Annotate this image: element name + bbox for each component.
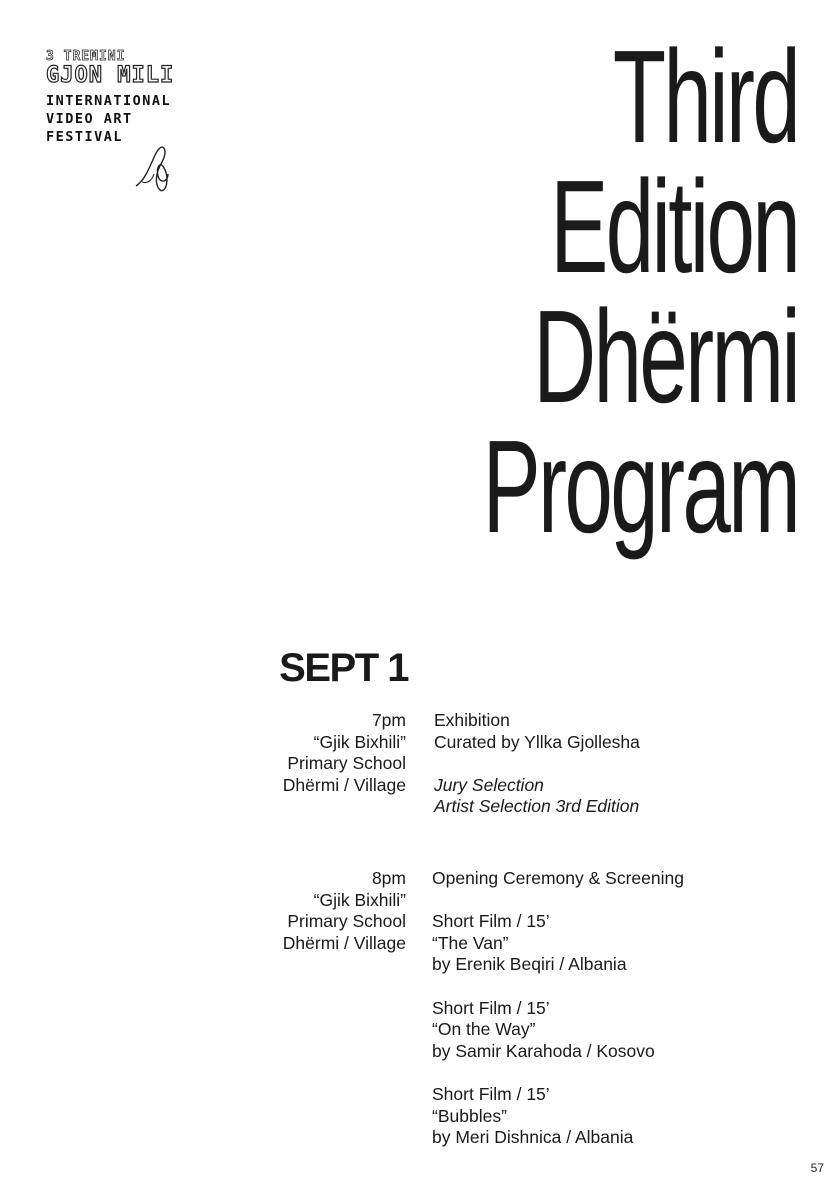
film-author: by Meri Dishnica / Albania [432,1127,634,1148]
event-time: 8pm [371,868,406,888]
logo-line: INTERNATIONAL [46,93,172,109]
film-type: Short Film / 15’ [432,1083,550,1104]
event-curator: Curated by Yllka Gjollesha [434,731,640,752]
title-line: Third [612,23,798,170]
film-title: “Bubbles” [432,1105,507,1126]
event-location [283,710,406,796]
logo-line: FESTIVAL [46,129,124,145]
event-title: Exhibition [434,710,510,730]
film-type: Short Film / 15’ [432,911,550,932]
film-title: “On the Way” [432,1019,536,1040]
venue-line: Primary School [287,911,406,932]
event-title: Opening Ceremony & Screening [432,868,684,888]
date-heading: SEPT 1 [279,646,408,690]
venue-line: Primary School [287,753,406,774]
event-details [432,868,684,1149]
title-line: Program [482,413,798,560]
venue-line: “Gjik Bixhili” [313,889,406,910]
selection-line: Jury Selection [434,774,544,795]
venue-line: Dhërmi / Village [282,774,406,795]
venue-line: Dhërmi / Village [282,932,406,953]
event-time: 7pm [371,710,406,730]
signature-scribble-icon [134,138,174,194]
film-author: by Samir Karahoda / Kosovo [432,1040,655,1061]
title-line: Edition [550,153,798,300]
logo-line: VIDEO ART [46,111,133,127]
logo-top-text: 3 TREMINI [46,49,126,64]
logo-brand: GJON MILI [46,63,175,88]
title-line: Dhërmi [533,283,798,430]
page-number: 57 [810,1161,824,1175]
venue-line: “Gjik Bixhili” [313,731,406,752]
film-title: “The Van” [432,932,509,953]
program-title [320,23,798,560]
event-details [434,710,640,818]
event-location [283,868,406,954]
festival-logo [46,50,174,146]
selection-line: Artist Selection 3rd Edition [434,796,640,817]
film-type: Short Film / 15’ [432,997,550,1018]
film-author: by Erenik Beqiri / Albania [432,954,627,975]
